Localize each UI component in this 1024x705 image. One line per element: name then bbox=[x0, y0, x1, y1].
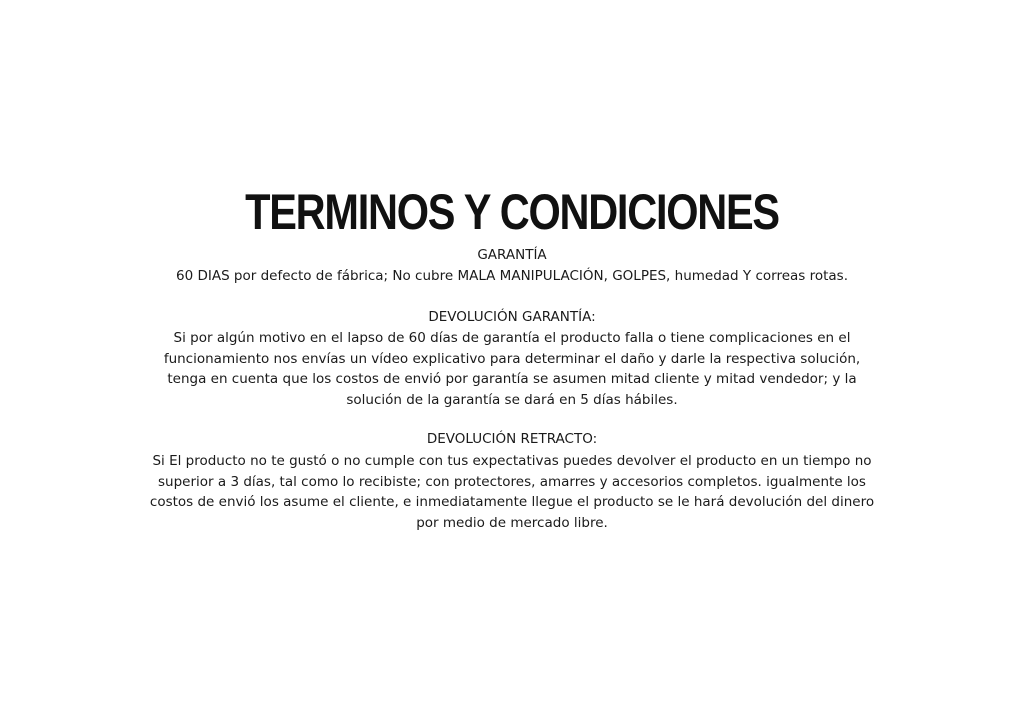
text-line: costos de envió los asume el cliente, e inmediatamente llegue el producto se le hará devolución del dinero bbox=[149, 494, 875, 510]
text-line: Si El producto no te gustó o no cumple con tus expectativas puedes devolver el producto en un tiempo no bbox=[152, 453, 872, 469]
text-line: solución de la garantía se dará en 5 días hábiles. bbox=[346, 391, 678, 408]
section-heading-garantia: GARANTÍA bbox=[477, 247, 547, 263]
section-body-devolucion-retracto bbox=[0, 451, 1024, 533]
text-line: Si por algún motivo en el lapso de 60 días de garantía el producto falla o tiene complicaciones en el bbox=[173, 330, 851, 346]
text-line: por medio de mercado libre. bbox=[416, 514, 608, 531]
section-heading-devolucion-garantia: DEVOLUCIÓN GARANTÍA: bbox=[428, 309, 596, 325]
text-line: 60 DIAS por defecto de fábrica; No cubre MALA MANIPULACIÓN, GOLPES, humedad Y correas rotas. bbox=[175, 268, 849, 284]
text-line: superior a 3 días, tal como lo recibiste; con protectores, amarres y accesorios completos. igualmente los bbox=[158, 473, 866, 490]
text-line: funcionamiento nos envías un vídeo explicativo para determinar el daño y darle la respectiva solución, bbox=[163, 350, 861, 367]
text-line: tenga en cuenta que los costos de envió por garantía se asumen mitad cliente y mitad vendedor; y la bbox=[167, 371, 857, 387]
page-title: TERMINOS Y CONDICIONES bbox=[245, 184, 779, 240]
section-heading-devolucion-retracto: DEVOLUCIÓN RETRACTO: bbox=[426, 431, 598, 447]
section-body-garantia bbox=[0, 266, 1024, 287]
section-body-devolucion-garantia bbox=[0, 328, 1024, 410]
